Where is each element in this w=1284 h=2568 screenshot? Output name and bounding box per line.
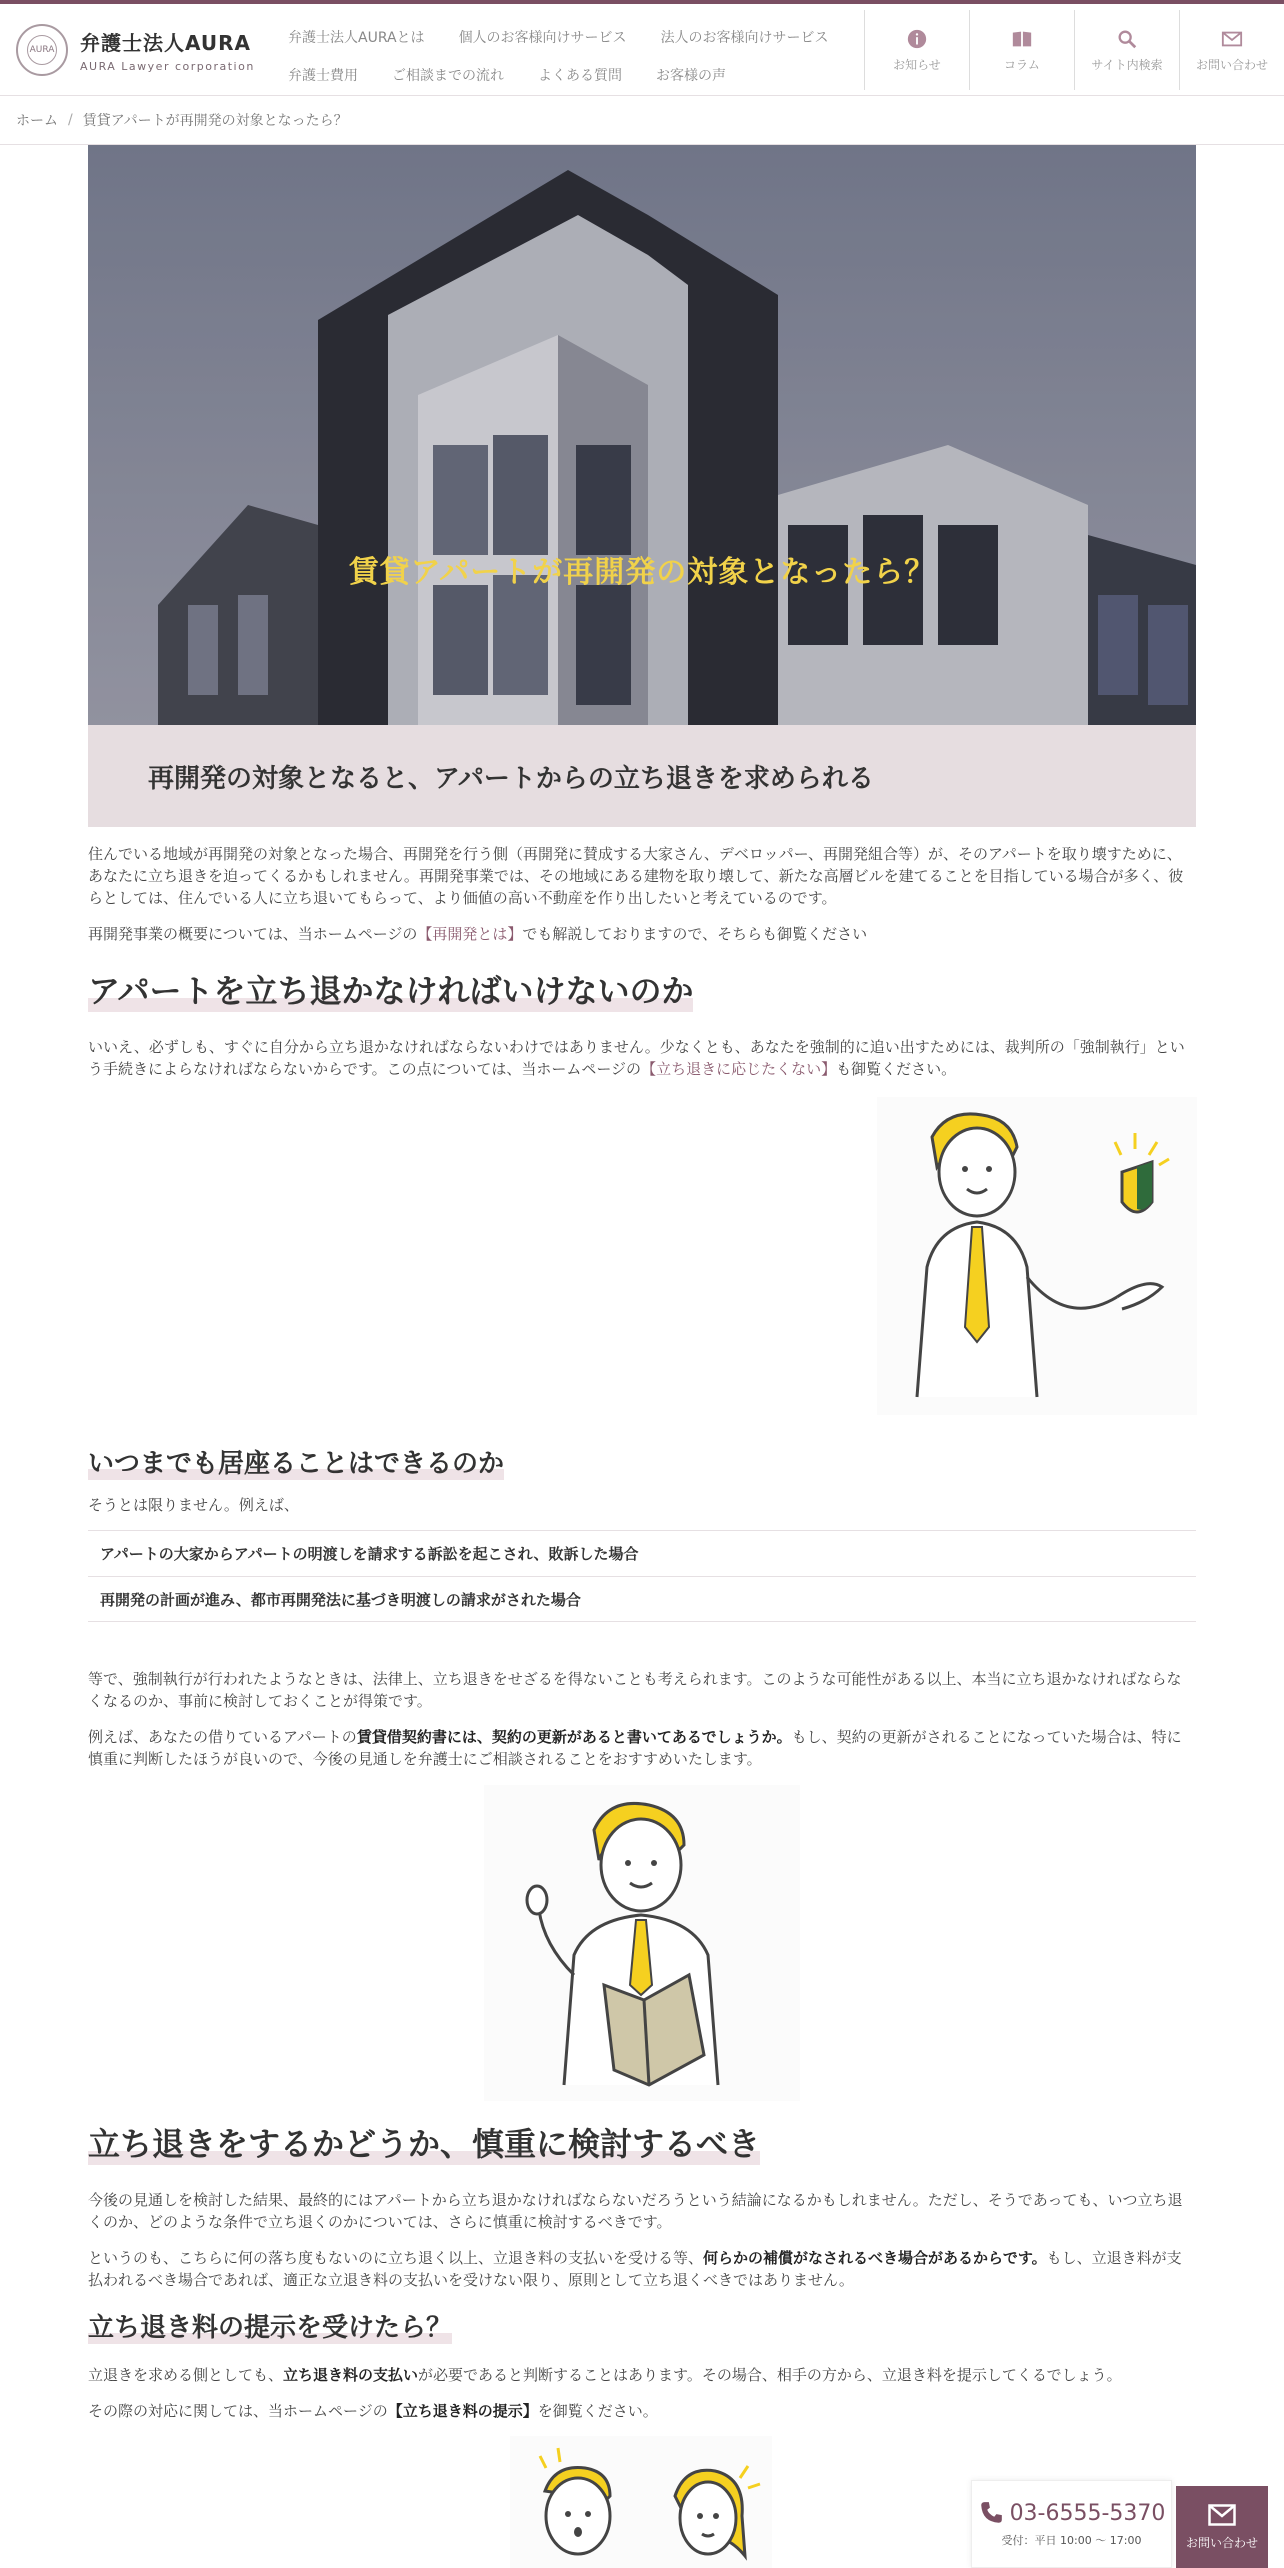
hero-title: 賃貸アパートが再開発の対象となったら？ [348, 555, 936, 590]
section4-p2-text-after: を御覧ください。 [537, 2402, 658, 2420]
intro-section [88, 843, 1196, 945]
mail-icon [1208, 2504, 1236, 2526]
intro-p2-text: 再開発事業の概要については、当ホームページの [88, 925, 418, 943]
info-icon [906, 28, 928, 50]
search-icon [1116, 28, 1138, 50]
section-paragraph [88, 2247, 1196, 2291]
nav-corporate-services[interactable]: 法人のお客様向けサービス [660, 30, 829, 46]
list-item: 再開発の計画が進み、都市再開発法に基づき明渡しの請求がされた場合 [88, 1576, 1196, 1622]
section-relocation-fee [88, 2307, 1196, 2422]
section-heading: 立ち退きをするかどうか、慎重に検討するべき [88, 2119, 760, 2165]
section-must-move [88, 966, 1196, 1080]
header-icon-nav [864, 4, 1284, 92]
case-list [88, 1530, 1196, 1622]
header-contact-button[interactable] [1179, 10, 1284, 90]
section1-text-after: も御覧ください。 [836, 1060, 957, 1078]
book-icon [1011, 28, 1033, 50]
header-column-button[interactable] [969, 10, 1074, 90]
section3-text: というのも、こちらに何の落ち度もないのに立ち退く以上、立退き料の支払いを受ける等、 [88, 2249, 704, 2267]
section4-text: 立退きを求める側としても、 [88, 2366, 284, 2384]
section-paragraph [88, 1726, 1196, 1770]
floating-phone-box[interactable] [971, 2480, 1172, 2568]
subhead-banner [88, 725, 1196, 827]
section2-text: 例えば、あなたの借りているアパートの [88, 1728, 357, 1746]
man-presenting-illustration [877, 1097, 1197, 1415]
floating-contact-label: お問い合わせ [1185, 2535, 1258, 2550]
nav-individual-services[interactable]: 個人のお客様向けサービス [458, 30, 627, 46]
section-paragraph: 今後の見通しを検討した結果、最終的にはアパートから立ち退かなければならないだろうという結論になるかもしれません。ただし、そうであっても、いつ立ち退くのか、どのような条件で立ち退くのかについては、さらに慎重に検討するべきです。 [88, 2191, 1183, 2231]
two-people-illustration [510, 2436, 772, 2568]
mail-icon [1221, 28, 1243, 50]
header-news-label: お知らせ [893, 57, 941, 72]
subhead-title: 再開発の対象となると、アパートからの立ち退きを求められる [148, 763, 874, 794]
breadcrumb-separator: / [68, 112, 73, 128]
logo-title: 弁護士法人AURA [80, 31, 251, 55]
section-heading: いつまでも居座ることはできるのか [88, 1443, 504, 1480]
hero-banner [88, 145, 1196, 725]
header-column-label: コラム [1004, 57, 1040, 72]
section4-p2-text: その際の対応に関しては、当ホームページの [88, 2402, 388, 2420]
nav-fees[interactable]: 弁護士費用 [288, 68, 358, 84]
section1-text: いいえ、必ずしも、すぐに自分から立ち退かなければならないわけではありません。少なくとも、あなたを強制的に追い出すためには、裁判所の「強制執行」という手続きによらなければならないからです。この点については、当ホームページの [88, 1038, 1185, 1078]
section-stay-forever [88, 1443, 1196, 1770]
compensation-emphasis: 何らかの補償がなされるべき場合があるからです。 [703, 2249, 1047, 2267]
phone-number[interactable]: 03-6555-5370 [1009, 2500, 1166, 2526]
nav-consultation-flow[interactable]: ご相談までの流れ [392, 68, 504, 84]
section-paragraph: 等で、強制執行が行われたようなときは、法律上、立ち退きをせざるを得ないことも考えられます。このような可能性がある以上、本当に立ち退かなければならなくなるのか、事前に検討しておくことが得策です。 [88, 1670, 1182, 1710]
section-paragraph [88, 2400, 1196, 2422]
section-paragraph [88, 2364, 1196, 2386]
header-search-label: サイト内検索 [1091, 57, 1163, 72]
section3-text-after: もし、立退き料が支払われるべき場合であれば、適正な立退き料の支払いを受けない限り、原則として立ち退くべきではありません。 [88, 2249, 1182, 2289]
logo-emblem-text: AURA [27, 35, 57, 65]
site-header [0, 4, 1284, 96]
header-search-button[interactable] [1074, 10, 1179, 90]
header-news-button[interactable] [864, 10, 969, 90]
floating-contact-button[interactable] [1176, 2486, 1268, 2568]
building-photo [88, 145, 1196, 725]
site-logo[interactable] [16, 24, 255, 76]
main-nav [288, 22, 848, 98]
intro-p2-text-after: でも解説しておりますので、そちらも御覧ください [522, 925, 868, 943]
redevelopment-link[interactable]: 【再開発とは】 [417, 925, 523, 943]
breadcrumb-home[interactable]: ホーム [16, 113, 58, 129]
refuse-eviction-link[interactable]: 【立ち退きに応じたくない】 [641, 1060, 837, 1078]
section-heading: アパートを立ち退かなければいけないのか [88, 966, 693, 1012]
fee-payment-emphasis: 立ち退き料の支払い [283, 2366, 419, 2384]
phone-icon [978, 2500, 1004, 2526]
breadcrumb-current: 賃貸アパートが再開発の対象となったら？ [82, 113, 348, 129]
logo-emblem [16, 24, 68, 76]
contract-renewal-emphasis: 賃貸借契約書には、契約の更新があると書いてあるでしょうか。 [356, 1728, 792, 1746]
nav-about[interactable]: 弁護士法人AURAとは [288, 30, 425, 46]
man-with-book-illustration [484, 1785, 800, 2101]
section-paragraph [88, 1036, 1196, 1080]
fee-offer-link[interactable]: 【立ち退き料の提示】 [387, 2402, 538, 2420]
nav-testimonials[interactable]: お客様の声 [656, 68, 726, 84]
list-item: アパートの大家からアパートの明渡しを請求する訴訟を起こされ、敗訴した場合 [88, 1530, 1196, 1576]
intro-paragraph-2 [88, 923, 1196, 945]
section-heading: 立ち退き料の提示を受けたら？ [88, 2307, 452, 2344]
logo-subtitle: AURA Lawyer corporation [80, 60, 255, 73]
section-lead: そうとは限りません。例えば、 [88, 1496, 299, 1514]
section-consider-carefully [88, 2119, 1196, 2291]
nav-faq[interactable]: よくある質問 [538, 68, 622, 84]
section2-text-after: もし、契約の更新がされることになっていた場合は、特に慎重に判断したほうが良いので、今後の見通しを弁護士にご相談されることをおすすめいたします。 [88, 1728, 1182, 1768]
intro-paragraph-1: 住んでいる地域が再開発の対象となった場合、再開発を行う側（再開発に賛成する大家さん、デベロッパー、再開発組合等）が、そのアパートを取り壊すために、あなたに立ち退きを迫ってくるかもしれません。再開発事業では、その地域にある建物を取り壊して、新たな高層ビルを建てることを目指している場合が多く、彼らとしては、住んでいる人に立ち退いてもらって、より価値の高い不動産を作り出したいと考えているのです。 [88, 845, 1184, 907]
section4-text-after: が必要であると判断することはあります。その場合、相手の方から、立退き料を提示してくるでしょう。 [418, 2366, 1122, 2384]
business-hours: 受付：平日 10:00 ～ 17:00 [1001, 2534, 1142, 2547]
breadcrumb [16, 110, 348, 130]
header-contact-label: お問い合わせ [1195, 57, 1268, 72]
